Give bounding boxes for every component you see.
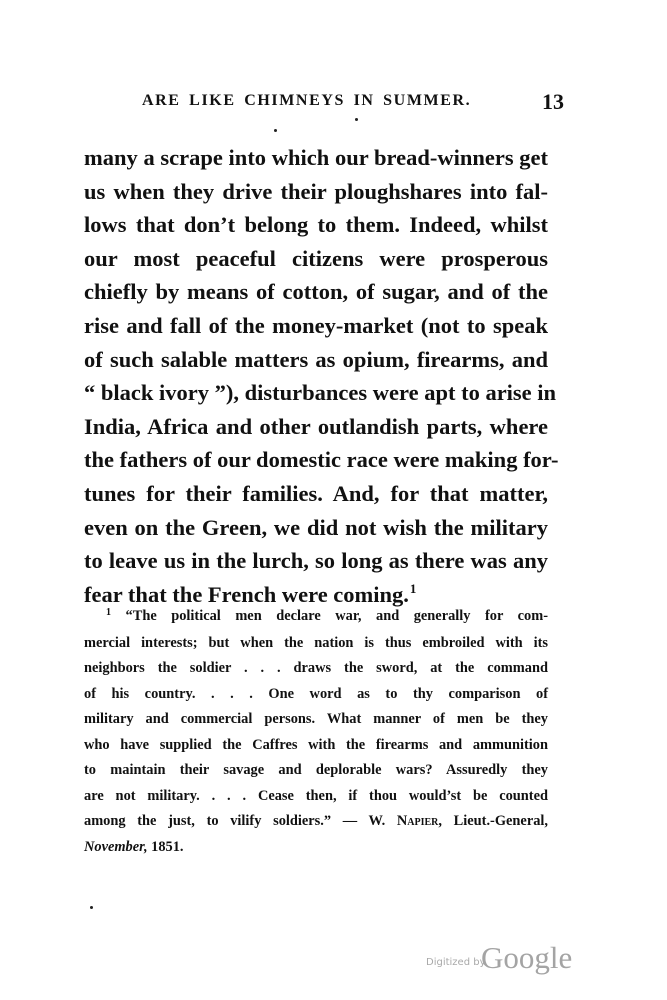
footnote-line: who have supplied the Caffres with the firearms and ammunition bbox=[84, 736, 548, 753]
footnote-author: Napier bbox=[396, 813, 439, 829]
body-line: us when they drive their ploughshares into fal- bbox=[84, 178, 548, 204]
body-line: of such salable matters as opium, firearms, and bbox=[84, 346, 548, 372]
body-line: our most peaceful citizens were prosperous bbox=[84, 245, 548, 271]
footnote-line: are not military. . . . Cease then, if thou would’st be counted bbox=[84, 787, 548, 804]
body-line: even on the Green, we did not wish the military bbox=[84, 514, 548, 540]
page-number: 13 bbox=[542, 89, 564, 114]
footnote-date-year: 1851. bbox=[147, 838, 184, 855]
running-head bbox=[142, 89, 572, 116]
body-line: to leave us in the lurch, so long as there was any bbox=[84, 548, 548, 574]
ink-speck bbox=[355, 118, 358, 121]
body-line: tunes for their families. And, for that matter, bbox=[84, 480, 548, 506]
footnote-date-month: November, bbox=[84, 838, 148, 855]
body-line: the fathers of our domestic race were making for- bbox=[84, 447, 559, 473]
ink-speck bbox=[90, 906, 93, 909]
body-line: chiefly by means of cotton, of sugar, and of the bbox=[84, 279, 548, 305]
footnote-line bbox=[84, 835, 548, 861]
footnote-number: 1 bbox=[106, 607, 111, 618]
body-line: India, Africa and other outlandish parts, where bbox=[84, 413, 548, 439]
body-line: lows that don’t belong to them. Indeed, whilst bbox=[84, 212, 548, 238]
footnote-line: to maintain their savage and deplorable wars? Assuredly they bbox=[84, 762, 548, 778]
footnote-author-title: , Lieut.-General, bbox=[438, 813, 548, 829]
body-line: many a scrape into which our bread-winners get bbox=[84, 145, 548, 170]
footnote-line: military and commercial persons. What manner of men be they bbox=[84, 711, 548, 727]
body-line-text: fear that the French were coming. bbox=[84, 581, 409, 607]
footnote-line: of his country. . . . One word as to thy comparison of bbox=[84, 685, 548, 702]
google-logo: Google bbox=[481, 940, 573, 975]
footnote-line: neighbors the soldier . . . draws the sword, at the command bbox=[84, 660, 548, 676]
footnote-reference-mark: 1 bbox=[409, 580, 417, 596]
footnote-line-text: “The political men declare war, and generally for com- bbox=[125, 608, 548, 624]
footnote-line bbox=[84, 809, 548, 835]
footnote-line bbox=[84, 604, 548, 631]
footnote-line: mercial interests; but when the nation is thus embroiled with its bbox=[84, 634, 548, 651]
footnote-line-text: among the just, to vilify soldiers.” — W. bbox=[84, 813, 386, 829]
body-text bbox=[84, 141, 559, 614]
footnote bbox=[84, 604, 548, 860]
body-line: rise and fall of the money-market (not to speak bbox=[84, 312, 548, 338]
digitized-by-label: Digitized by bbox=[426, 957, 486, 968]
ink-speck bbox=[274, 129, 277, 132]
running-title: ARE LIKE CHIMNEYS IN SUMMER. bbox=[142, 92, 472, 109]
body-line: “ black ivory ”), disturbances were apt to arise in bbox=[84, 380, 557, 406]
